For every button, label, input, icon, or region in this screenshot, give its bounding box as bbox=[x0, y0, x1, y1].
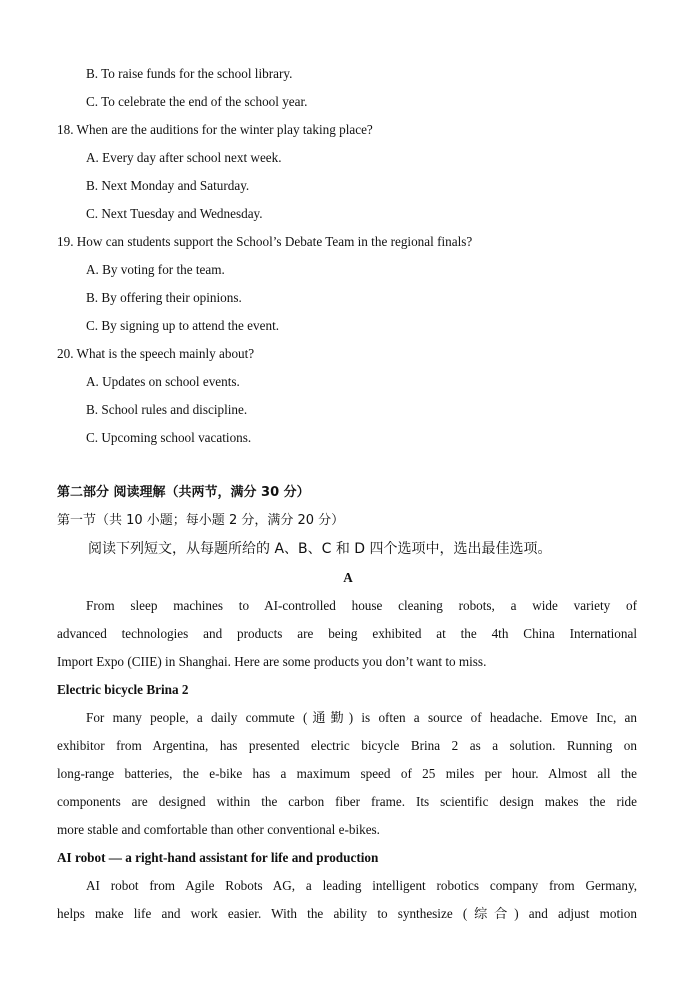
q18-option-b: B. Next Monday and Saturday. bbox=[86, 178, 250, 193]
q20-option-a: A. Updates on school events. bbox=[86, 374, 240, 389]
q18-option-c: C. Next Tuesday and Wednesday. bbox=[86, 206, 263, 221]
question-18: 18. When are the auditions for the winter play taking place? bbox=[57, 122, 373, 137]
paragraph-line: exhibitor from Argentina, has presented electric bicycle Brina 2 as a solution. Running on bbox=[57, 738, 637, 753]
passage-label: A bbox=[343, 570, 353, 585]
heading-ai-robot: AI robot — a right-hand assistant for life and production bbox=[57, 850, 379, 865]
question-20: 20. What is the speech mainly about? bbox=[57, 346, 255, 361]
question-19: 19. How can students support the School’s Debate Team in the regional finals? bbox=[57, 234, 473, 249]
intro-line: advanced technologies and products are being exhibited at the 4th China International bbox=[57, 626, 637, 641]
intro-line: Import Expo (CIIE) in Shanghai. Here are some products you don’t want to miss. bbox=[57, 654, 487, 669]
heading-electric-bicycle: Electric bicycle Brina 2 bbox=[57, 682, 189, 697]
q18-option-a: A. Every day after school next week. bbox=[86, 150, 282, 165]
section-one-title: 第一节（共 10 小题；每小题 2 分，满分 20 分） bbox=[57, 513, 345, 528]
paragraph-line: helps make life and work easier. With the ability to synthesize (综合) and adjust motion bbox=[57, 906, 637, 921]
reading-instruction: 阅读下列短文，从每题所给的 A、B、C 和 D 四个选项中，选出最佳选项。 bbox=[88, 541, 552, 557]
q17-option-b: B. To raise funds for the school library. bbox=[86, 66, 293, 81]
part-two-title: 第二部分 阅读理解（共两节，满分 30 分） bbox=[57, 485, 310, 500]
q20-option-c: C. Upcoming school vacations. bbox=[86, 430, 252, 445]
intro-line: From sleep machines to AI-controlled house cleaning robots, a wide variety of bbox=[86, 598, 637, 613]
q17-option-c: C. To celebrate the end of the school year. bbox=[86, 94, 308, 109]
paragraph-line: more stable and comfortable than other conventional e-bikes. bbox=[57, 822, 380, 837]
paragraph-line: long-range batteries, the e-bike has a maximum speed of 25 miles per hour. Almost all the bbox=[57, 766, 637, 781]
paragraph-line: components are designed within the carbon fiber frame. Its scientific design makes the ride bbox=[57, 794, 637, 809]
paragraph-line: AI robot from Agile Robots AG, a leading intelligent robotics company from Germany, bbox=[86, 878, 637, 893]
q19-option-c: C. By signing up to attend the event. bbox=[86, 318, 280, 333]
paragraph-line: For many people, a daily commute (通勤) is often a source of headache. Emove Inc, an bbox=[86, 710, 637, 725]
q19-option-b: B. By offering their opinions. bbox=[86, 290, 242, 305]
q20-option-b: B. School rules and discipline. bbox=[86, 402, 248, 417]
q19-option-a: A. By voting for the team. bbox=[86, 262, 225, 277]
